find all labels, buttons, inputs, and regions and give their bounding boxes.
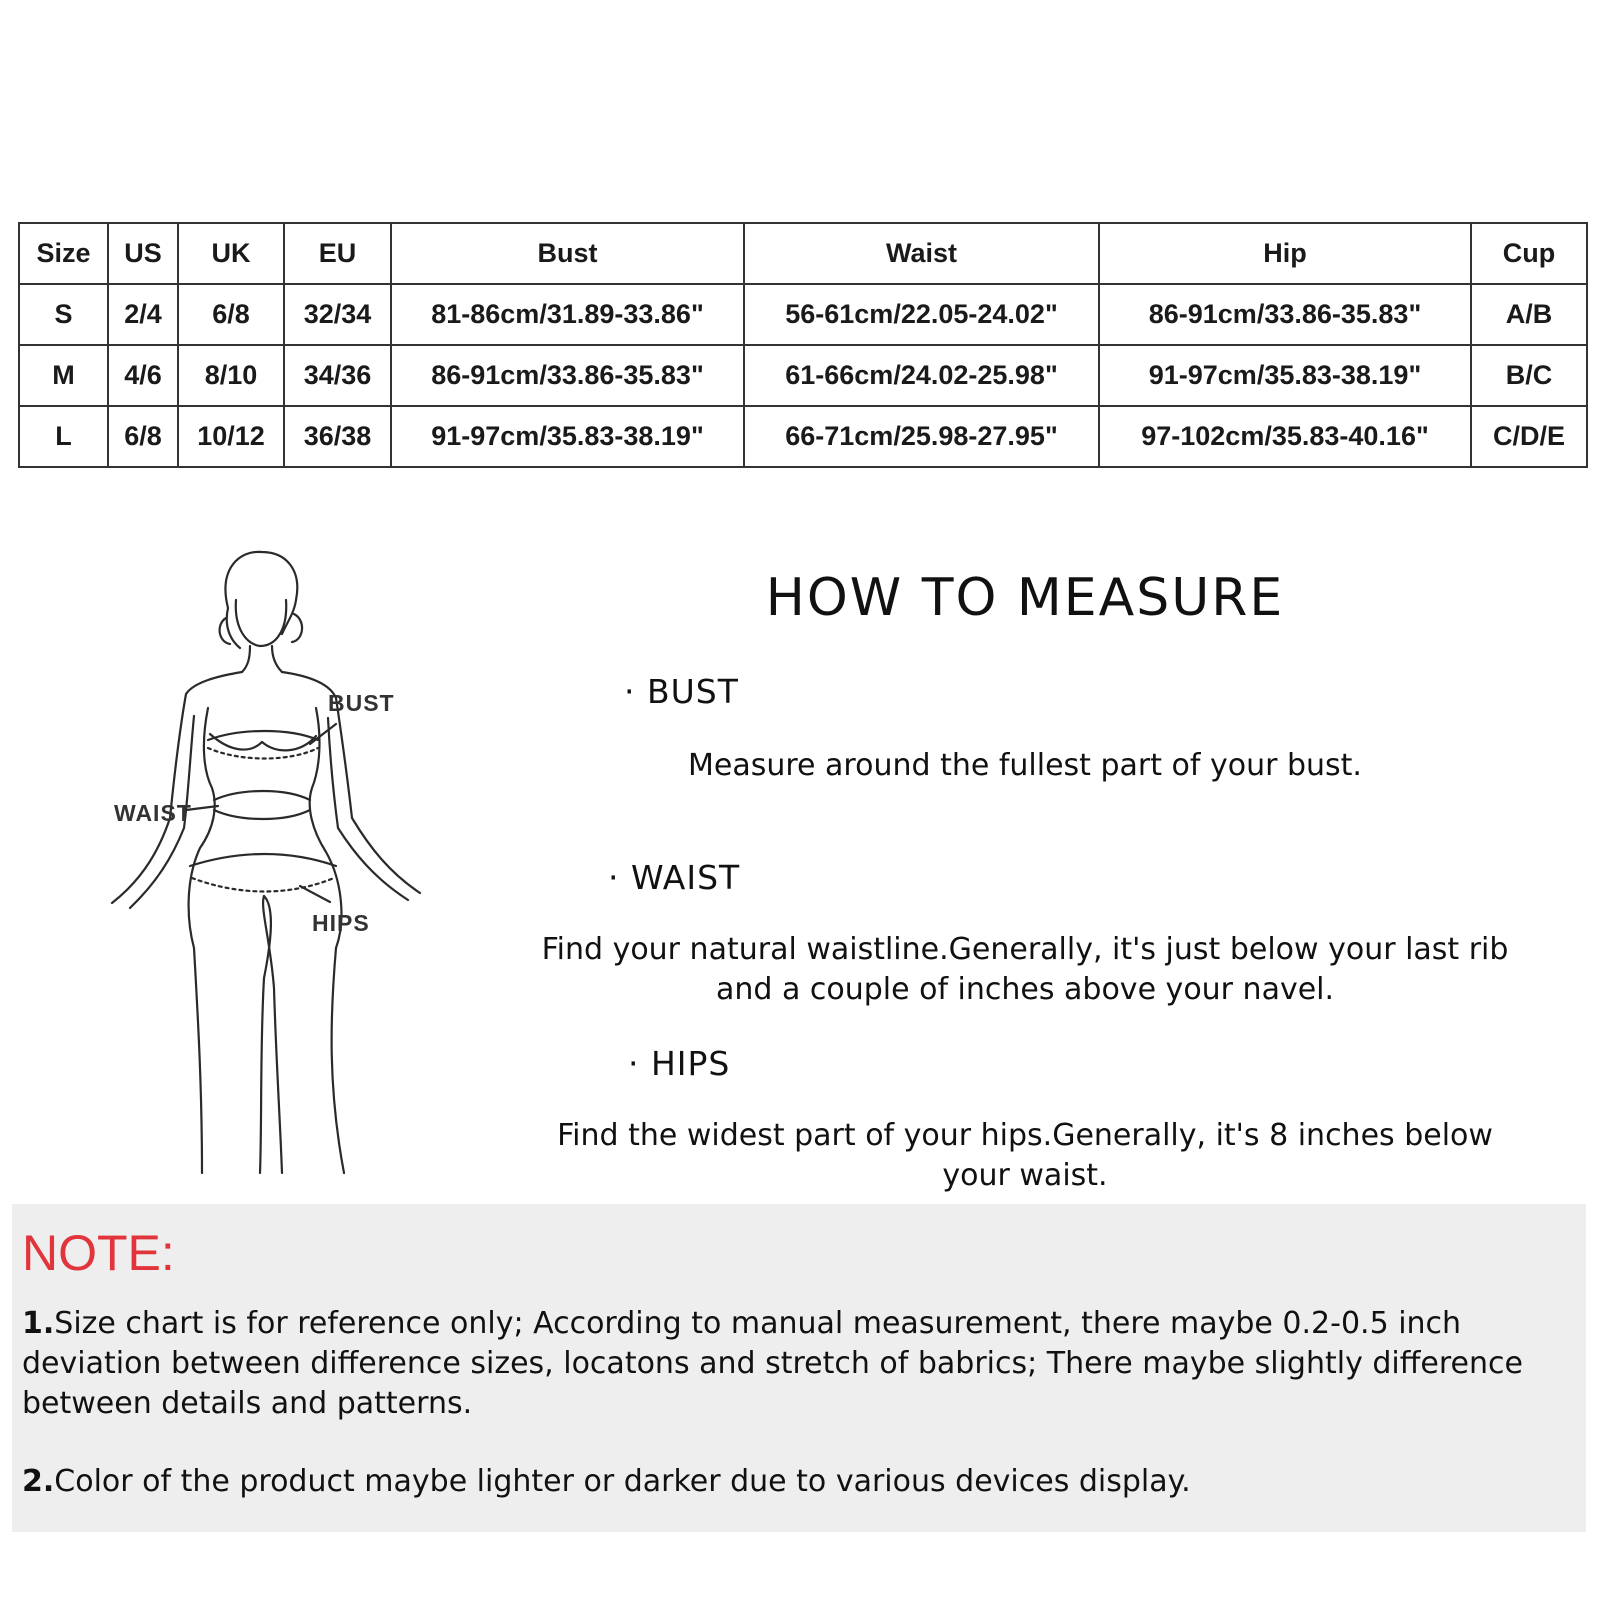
note-item-1-line-1: Size chart is for reference only; According to manual measurement, there maybe 0.2-0.5 inch xyxy=(54,1306,1462,1341)
cell-uk: 10/12 xyxy=(178,406,284,467)
bust-instruction: Measure around the fullest part of your bust. xyxy=(688,748,1362,783)
figure-label-bust: BUST xyxy=(328,690,395,716)
hips-instruction-line-1: Find the widest part of your hips.Generally, it's 8 inches below xyxy=(557,1118,1493,1153)
header-size: Size xyxy=(19,223,108,284)
header-cup: Cup xyxy=(1471,223,1587,284)
bust-heading: · BUST xyxy=(624,672,739,711)
cell-hip: 86-91cm/33.86-35.83" xyxy=(1099,284,1471,345)
cell-bust: 81-86cm/31.89-33.86" xyxy=(391,284,744,345)
note-item-1 xyxy=(22,1304,1523,1424)
waist-instruction-line-1: Find your natural waistline.Generally, it's just below your last rib xyxy=(541,932,1509,967)
header-hip: Hip xyxy=(1099,223,1471,284)
size-chart-table xyxy=(18,222,1588,468)
cell-size: M xyxy=(19,345,108,406)
table-row xyxy=(19,406,1587,467)
note-item-2-line-1: Color of the product maybe lighter or darker due to various devices display. xyxy=(54,1464,1191,1499)
waist-instruction xyxy=(520,930,1530,1010)
header-eu: EU xyxy=(284,223,391,284)
cell-cup: A/B xyxy=(1471,284,1587,345)
note-box xyxy=(12,1204,1586,1532)
note-item-2-number: 2. xyxy=(22,1464,55,1499)
header-bust: Bust xyxy=(391,223,744,284)
how-to-measure-title: HOW TO MEASURE xyxy=(765,568,1285,628)
waist-heading: · WAIST xyxy=(608,858,741,897)
figure-label-waist: WAIST xyxy=(114,800,192,826)
table-row xyxy=(19,284,1587,345)
hips-instruction-line-2: your waist. xyxy=(942,1158,1108,1193)
cell-us: 6/8 xyxy=(108,406,178,467)
cell-us: 2/4 xyxy=(108,284,178,345)
cell-bust: 91-97cm/35.83-38.19" xyxy=(391,406,744,467)
note-item-2 xyxy=(22,1462,1191,1502)
note-item-1-line-2: deviation between difference sizes, locatons and stretch of babrics; There maybe slightly difference xyxy=(22,1346,1523,1381)
waist-instruction-line-2: and a couple of inches above your navel. xyxy=(715,972,1335,1007)
cell-uk: 8/10 xyxy=(178,345,284,406)
cell-eu: 32/34 xyxy=(284,284,391,345)
header-us: US xyxy=(108,223,178,284)
cell-eu: 36/38 xyxy=(284,406,391,467)
cell-bust: 86-91cm/33.86-35.83" xyxy=(391,345,744,406)
cell-size: S xyxy=(19,284,108,345)
figure-label-hips: HIPS xyxy=(312,910,370,936)
note-title: NOTE: xyxy=(22,1225,175,1281)
cell-uk: 6/8 xyxy=(178,284,284,345)
body-measurement-figure xyxy=(90,548,450,1198)
cell-waist: 56-61cm/22.05-24.02" xyxy=(744,284,1099,345)
cell-waist: 61-66cm/24.02-25.98" xyxy=(744,345,1099,406)
cell-size: L xyxy=(19,406,108,467)
hips-instruction xyxy=(520,1116,1530,1196)
cell-cup: C/D/E xyxy=(1471,406,1587,467)
cell-waist: 66-71cm/25.98-27.95" xyxy=(744,406,1099,467)
header-waist: Waist xyxy=(744,223,1099,284)
body-outline-illustration xyxy=(90,548,450,1198)
header-uk: UK xyxy=(178,223,284,284)
cell-eu: 34/36 xyxy=(284,345,391,406)
cell-hip: 91-97cm/35.83-38.19" xyxy=(1099,345,1471,406)
cell-hip: 97-102cm/35.83-40.16" xyxy=(1099,406,1471,467)
table-header-row xyxy=(19,223,1587,284)
note-item-1-number: 1. xyxy=(22,1306,55,1341)
cell-us: 4/6 xyxy=(108,345,178,406)
table-row xyxy=(19,345,1587,406)
cell-cup: B/C xyxy=(1471,345,1587,406)
note-item-1-line-3: between details and patterns. xyxy=(22,1386,473,1421)
hips-heading: · HIPS xyxy=(628,1044,731,1083)
